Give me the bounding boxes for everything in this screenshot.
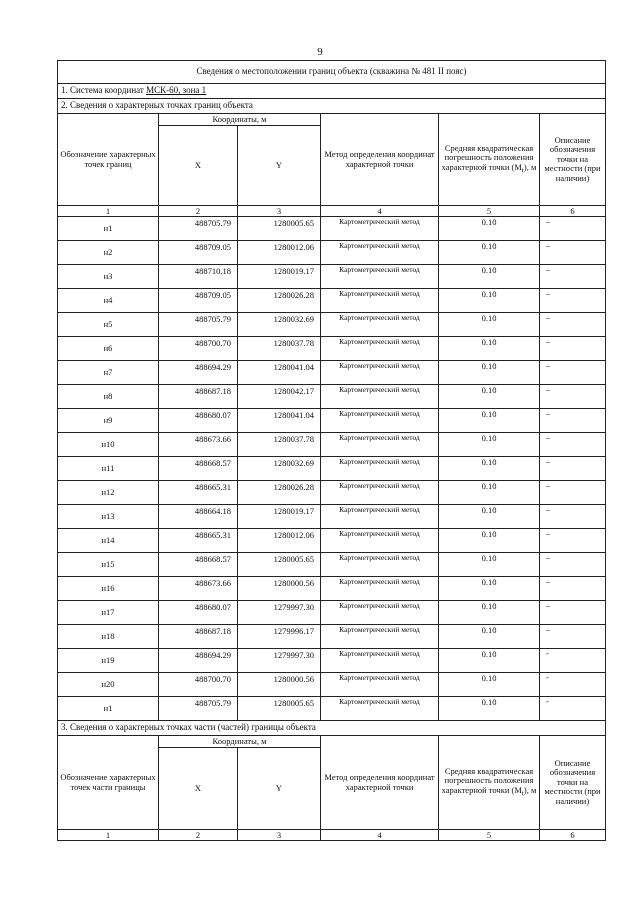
coord-x: 488709.05 xyxy=(159,241,238,265)
error-cell: 0.10 xyxy=(439,241,540,265)
description-cell: – xyxy=(540,505,606,529)
coord-y: 1280005.65 xyxy=(238,217,321,241)
point-label: н12 xyxy=(58,481,159,505)
error-cell: 0.10 xyxy=(439,505,540,529)
coord-y: 1279997.30 xyxy=(238,649,321,673)
coord-y: 1280012.06 xyxy=(238,241,321,265)
coord-y: 1280026.28 xyxy=(238,289,321,313)
error-cell: 0.10 xyxy=(439,577,540,601)
coord-x: 488665.31 xyxy=(159,481,238,505)
method-cell: Картометрический метод xyxy=(321,313,439,337)
point-label: н4 xyxy=(58,289,159,313)
coord-x: 488694.29 xyxy=(159,361,238,385)
column-number: 4 xyxy=(321,206,439,217)
boundary-table xyxy=(57,60,606,841)
method-cell: Картометрический метод xyxy=(321,433,439,457)
boundary-info-document xyxy=(57,60,605,841)
method-cell: Картометрический метод xyxy=(321,673,439,697)
description-cell: – xyxy=(540,289,606,313)
error-cell: 0.10 xyxy=(439,217,540,241)
coord-x: 488710.18 xyxy=(159,265,238,289)
method-cell: Картометрический метод xyxy=(321,601,439,625)
table-row xyxy=(58,553,606,577)
coord-y: 1280037.78 xyxy=(238,337,321,361)
point-label: н1 xyxy=(58,697,159,721)
coord-x: 488668.57 xyxy=(159,553,238,577)
description-cell: – xyxy=(540,601,606,625)
column-number: 5 xyxy=(439,206,540,217)
coord-x: 488664.18 xyxy=(159,505,238,529)
coord-y: 1280000.56 xyxy=(238,577,321,601)
point-label: н2 xyxy=(58,241,159,265)
section-2-heading: 2. Сведения о характерных точках границ объекта xyxy=(58,99,606,114)
header-point-label: Обозначение характерных точек границ xyxy=(58,114,159,206)
coord-x: 488687.18 xyxy=(159,625,238,649)
method-cell: Картометрический метод xyxy=(321,337,439,361)
coord-y: 1280000.56 xyxy=(238,673,321,697)
point-label: н5 xyxy=(58,313,159,337)
coord-y: 1280026.28 xyxy=(238,481,321,505)
point-label: н1 xyxy=(58,217,159,241)
coord-y: 1280019.17 xyxy=(238,505,321,529)
table-row xyxy=(58,337,606,361)
point-label: н14 xyxy=(58,529,159,553)
description-cell: – xyxy=(540,553,606,577)
header3-x: X xyxy=(159,748,238,830)
column-number: 4 xyxy=(321,830,439,841)
coord-x: 488705.79 xyxy=(159,313,238,337)
table-row xyxy=(58,313,606,337)
error-cell: 0.10 xyxy=(439,361,540,385)
table-row xyxy=(58,649,606,673)
header-description: Описание обозначения точки на местности (при наличии) xyxy=(540,114,606,206)
method-cell: Картометрический метод xyxy=(321,577,439,601)
column-number: 1 xyxy=(58,206,159,217)
description-cell: – xyxy=(540,241,606,265)
coord-x: 488700.70 xyxy=(159,337,238,361)
table-row xyxy=(58,217,606,241)
point-label: н20 xyxy=(58,673,159,697)
header3-coordinates: Координаты, м xyxy=(159,736,321,748)
table-row xyxy=(58,625,606,649)
point-label: н13 xyxy=(58,505,159,529)
header-coordinates: Координаты, м xyxy=(159,114,321,126)
coord-x: 488665.31 xyxy=(159,529,238,553)
coordinate-system-label: 1. Система координат xyxy=(61,85,147,96)
description-cell: – xyxy=(540,457,606,481)
description-cell: – xyxy=(540,385,606,409)
table-row xyxy=(58,529,606,553)
point-label: н18 xyxy=(58,625,159,649)
error-cell: 0.10 xyxy=(439,457,540,481)
point-label: н10 xyxy=(58,433,159,457)
method-cell: Картометрический метод xyxy=(321,649,439,673)
column-number: 3 xyxy=(238,206,321,217)
point-label: н3 xyxy=(58,265,159,289)
coord-x: 488687.18 xyxy=(159,385,238,409)
coord-x: 488680.07 xyxy=(159,409,238,433)
coord-y: 1280041.04 xyxy=(238,361,321,385)
column-number: 2 xyxy=(159,206,238,217)
method-cell: Картометрический метод xyxy=(321,289,439,313)
coordinate-system-value: МСК-60, зона 1 xyxy=(146,85,207,96)
description-cell: – xyxy=(540,361,606,385)
table-row xyxy=(58,697,606,721)
error-cell: 0.10 xyxy=(439,313,540,337)
coord-x: 488680.07 xyxy=(159,601,238,625)
description-cell: – xyxy=(540,337,606,361)
method-cell: Картометрический метод xyxy=(321,409,439,433)
table-row xyxy=(58,241,606,265)
error-cell: 0.10 xyxy=(439,649,540,673)
error-cell: 0.10 xyxy=(439,673,540,697)
header3-error: Средняя квадратическая погрешность положения характерной точки $(M_t)$, м xyxy=(439,736,540,830)
method-cell: Картометрический метод xyxy=(321,361,439,385)
method-cell: Картометрический метод xyxy=(321,505,439,529)
method-cell: Картометрический метод xyxy=(321,457,439,481)
error-cell: 0.10 xyxy=(439,337,540,361)
table-row xyxy=(58,577,606,601)
error-cell: 0.10 xyxy=(439,553,540,577)
table-row xyxy=(58,457,606,481)
point-label: н6 xyxy=(58,337,159,361)
coord-y: 1280005.65 xyxy=(238,553,321,577)
coord-x: 488700.70 xyxy=(159,673,238,697)
table-row xyxy=(58,673,606,697)
error-cell: 0.10 xyxy=(439,265,540,289)
description-cell: – xyxy=(540,625,606,649)
coord-y: 1280041.04 xyxy=(238,409,321,433)
table-row xyxy=(58,409,606,433)
coord-y: 1280042.17 xyxy=(238,385,321,409)
error-cell: 0.10 xyxy=(439,433,540,457)
header-error: Средняя квадратическая погрешность положения характерной точки $(M_t)$, м xyxy=(439,114,540,206)
table-row xyxy=(58,265,606,289)
coord-y: 1280005.65 xyxy=(238,697,321,721)
header3-y: Y xyxy=(238,748,321,830)
coord-y: 1279996.17 xyxy=(238,625,321,649)
method-cell: Картометрический метод xyxy=(321,697,439,721)
error-cell: 0.10 xyxy=(439,529,540,553)
document-title: Сведения о местоположении границ объекта (скважина № 481 II пояс) xyxy=(58,61,606,84)
table-row xyxy=(58,505,606,529)
point-label: н16 xyxy=(58,577,159,601)
method-cell: Картометрический метод xyxy=(321,625,439,649)
coordinate-system xyxy=(58,84,606,99)
point-label: н19 xyxy=(58,649,159,673)
description-cell: – xyxy=(540,529,606,553)
description-cell: – xyxy=(540,409,606,433)
method-cell: Картометрический метод xyxy=(321,385,439,409)
header3-method: Метод определения координат характерной точки xyxy=(321,736,439,830)
description-cell: – xyxy=(540,313,606,337)
description-cell: – xyxy=(540,481,606,505)
description-cell: - xyxy=(540,649,606,673)
coord-y: 1280019.17 xyxy=(238,265,321,289)
point-label: н15 xyxy=(58,553,159,577)
point-label: н17 xyxy=(58,601,159,625)
method-cell: Картометрический метод xyxy=(321,553,439,577)
table-row xyxy=(58,385,606,409)
coord-x: 488709.05 xyxy=(159,289,238,313)
column-number: 3 xyxy=(238,830,321,841)
description-cell: – xyxy=(540,265,606,289)
error-cell: 0.10 xyxy=(439,409,540,433)
coord-x: 488694.29 xyxy=(159,649,238,673)
header-x: X xyxy=(159,126,238,206)
method-cell: Картометрический метод xyxy=(321,217,439,241)
table-row xyxy=(58,361,606,385)
error-cell: 0.10 xyxy=(439,625,540,649)
point-label: н7 xyxy=(58,361,159,385)
header-y: Y xyxy=(238,126,321,206)
coord-x: 488668.57 xyxy=(159,457,238,481)
column-number: 6 xyxy=(540,206,606,217)
column-number: 2 xyxy=(159,830,238,841)
description-cell: - xyxy=(540,697,606,721)
description-cell: – xyxy=(540,217,606,241)
method-cell: Картометрический метод xyxy=(321,529,439,553)
section-3-heading: 3. Сведения о характерных точках части (частей) границы объекта xyxy=(58,721,606,736)
header3-point-label: Обозначение характерных точек части границы xyxy=(58,736,159,830)
column-number: 5 xyxy=(439,830,540,841)
header-method: Метод определения координат характерной точки xyxy=(321,114,439,206)
header3-description: Описание обозначения точки на местности (при наличии) xyxy=(540,736,606,830)
point-label: н8 xyxy=(58,385,159,409)
table-row xyxy=(58,601,606,625)
point-label: н11 xyxy=(58,457,159,481)
coord-y: 1279997.30 xyxy=(238,601,321,625)
coord-x: 488673.66 xyxy=(159,433,238,457)
coord-y: 1280032.69 xyxy=(238,457,321,481)
coord-x: 488673.66 xyxy=(159,577,238,601)
method-cell: Картометрический метод xyxy=(321,265,439,289)
error-cell: 0.10 xyxy=(439,601,540,625)
coord-y: 1280012.06 xyxy=(238,529,321,553)
column-number: 1 xyxy=(58,830,159,841)
table-row xyxy=(58,289,606,313)
description-cell: - xyxy=(540,673,606,697)
description-cell: – xyxy=(540,433,606,457)
method-cell: Картометрический метод xyxy=(321,481,439,505)
table-row xyxy=(58,433,606,457)
error-cell: 0.10 xyxy=(439,385,540,409)
coord-y: 1280037.78 xyxy=(238,433,321,457)
error-cell: 0.10 xyxy=(439,697,540,721)
coord-x: 488705.79 xyxy=(159,697,238,721)
error-cell: 0.10 xyxy=(439,481,540,505)
method-cell: Картометрический метод xyxy=(321,241,439,265)
coord-y: 1280032.69 xyxy=(238,313,321,337)
column-number: 6 xyxy=(540,830,606,841)
description-cell: – xyxy=(540,577,606,601)
point-label: н9 xyxy=(58,409,159,433)
table-row xyxy=(58,481,606,505)
error-cell: 0.10 xyxy=(439,289,540,313)
page-number: 9 xyxy=(317,46,323,58)
coord-x: 488705.79 xyxy=(159,217,238,241)
